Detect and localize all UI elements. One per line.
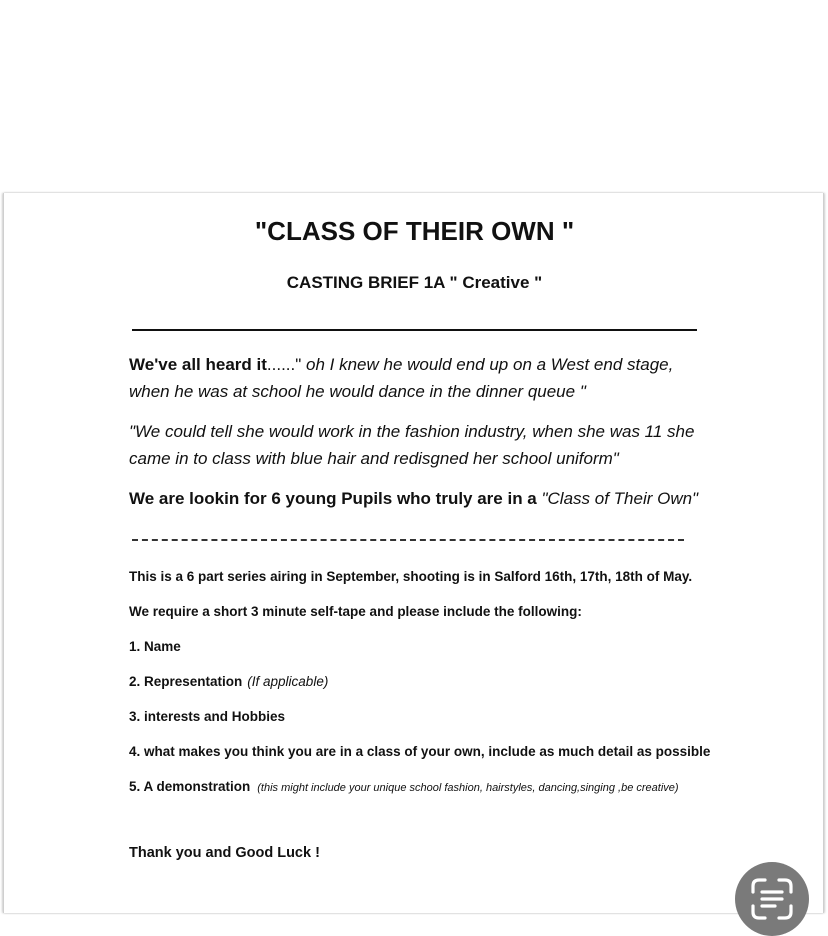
fashion-quote: "We could tell she would work in the fashion industry, when she was 11 she came in to class with blue hair and redisgned her school uniform" <box>129 422 695 468</box>
dashed-divider <box>132 539 684 541</box>
document-title: "CLASS OF THEIR OWN " <box>254 216 575 246</box>
document-page <box>3 193 824 913</box>
list-item <box>129 674 328 689</box>
intro-dots: ......" <box>266 355 302 374</box>
list-item-label: 1. Name <box>129 639 181 654</box>
list-item-label: 2. Representation <box>129 674 243 689</box>
list-item-note: (If applicable) <box>247 674 329 689</box>
list-item-label: 5. A demonstration <box>129 779 251 794</box>
seeking-show-name: "Class of Their Own" <box>541 489 699 508</box>
seeking-text: We are lookin for 6 young Pupils who truly are in a <box>129 489 542 508</box>
list-item <box>129 639 181 654</box>
requirement-intro: We require a short 3 minute self-tape and please include the following: <box>129 604 582 619</box>
list-item-label: 4. what makes you think you are in a class of your own, include as much detail as possible <box>129 744 711 759</box>
live-text-button[interactable] <box>735 862 809 936</box>
list-item-note: (this might include your unique school fashion, hairstyles, dancing,singing ,be creative) <box>257 782 679 794</box>
intro-paragraph <box>129 351 709 405</box>
seeking-paragraph <box>129 485 709 512</box>
list-item <box>129 779 679 794</box>
closing-line: Thank you and Good Luck ! <box>129 845 320 861</box>
list-item <box>129 709 285 724</box>
document-subtitle: CASTING BRIEF 1A " Creative " <box>286 273 543 292</box>
blank-area <box>0 0 828 193</box>
list-item <box>129 744 710 759</box>
intro-quote: oh I knew he would end up on a West end stage, when he was at school he would dance in the dinner queue " <box>129 355 674 401</box>
solid-divider <box>132 329 697 331</box>
list-item-label: 3. interests and Hobbies <box>129 709 286 724</box>
series-info: This is a 6 part series airing in September, shooting is in Salford 16th, 17th, 18th of May. <box>129 569 693 584</box>
intro-lead: We've all heard it <box>129 355 267 374</box>
text-scan-icon <box>735 862 809 936</box>
